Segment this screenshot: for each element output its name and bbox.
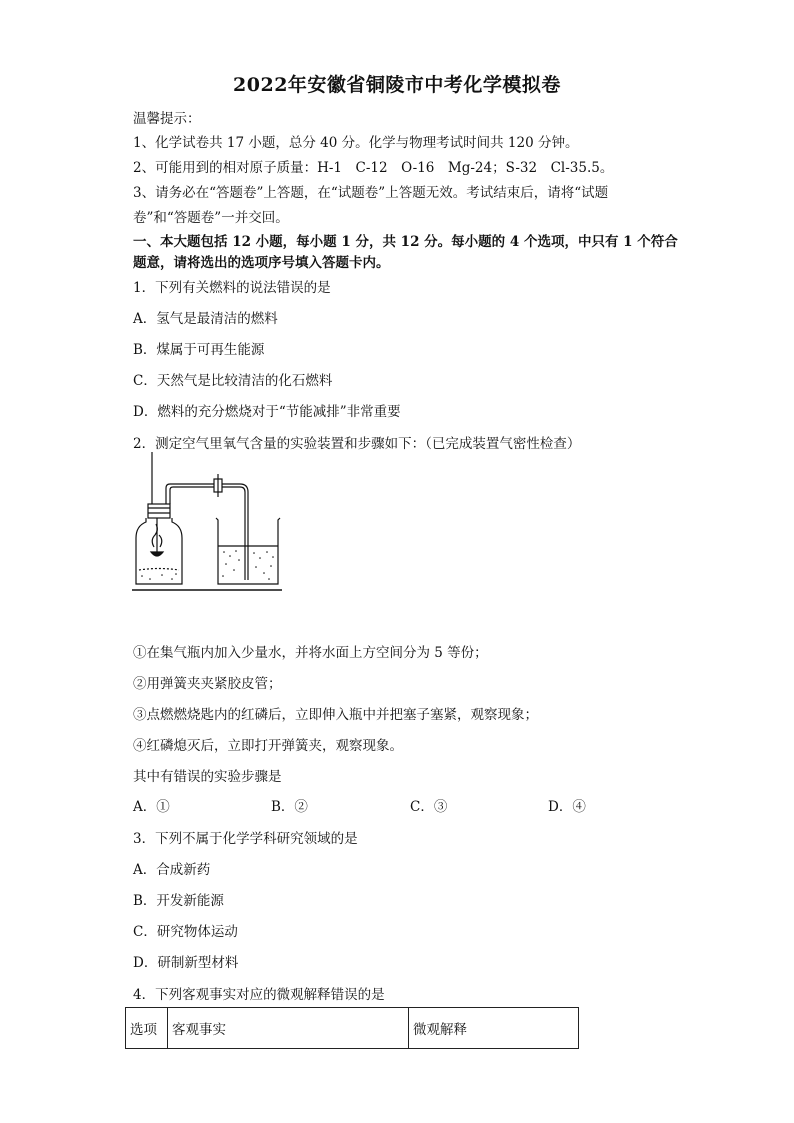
q2-step: ②用弹簧夹夹紧胶皮管； (133, 676, 282, 692)
q2-step: ①在集气瓶内加入少量水，并将水面上方空间分为 5 等份； (133, 645, 488, 661)
tip-item: 2、可能用到的相对原子质量：H-1 C-12 O-16 Mg-24；S-32 Cl-35.5。 (133, 160, 614, 176)
q2-option: A．① (133, 799, 170, 815)
section-heading: 一、本大题包括 12 小题，每小题 1 分，共 12 分。每小题的 4 个选项，中只有 1 个符合 (133, 234, 678, 250)
section-heading: 题意，请将选出的选项序号填入答题卡内。 (133, 255, 390, 271)
q3-option: B．开发新能源 (133, 893, 224, 909)
q2-option: D．④ (548, 799, 586, 815)
q2-option: C．③ (410, 799, 448, 815)
q2-option: B．② (271, 799, 308, 815)
q3-option: D．研制新型材料 (133, 955, 239, 971)
tips-heading: 温馨提示： (133, 111, 201, 127)
q3-stem: 3．下列不属于化学学科研究领域的是 (133, 831, 358, 847)
q3-option: C．研究物体运动 (133, 924, 238, 940)
q1-option: D．燃料的充分燃烧对于“节能减排”非常重要 (133, 404, 401, 420)
page-title: 2022年安徽省铜陵市中考化学模拟卷 (233, 74, 561, 96)
q2-question: 其中有错误的实验步骤是 (133, 769, 282, 785)
tip-item: 1、化学试卷共 17 小题，总分 40 分。化学与物理考试时间共 120 分钟。 (133, 135, 579, 151)
q2-step: ④红磷熄灭后，立即打开弹簧夹，观察现象。 (133, 738, 403, 754)
table-header-cell: 客观事实 (168, 1008, 409, 1049)
q1-stem: 1．下列有关燃料的说法错误的是 (133, 280, 331, 296)
q4-stem: 4．下列客观事实对应的微观解释错误的是 (133, 987, 385, 1003)
tip-item: 卷”和“答题卷”一并交回。 (133, 210, 289, 226)
table-header-cell: 微观解释 (409, 1008, 579, 1049)
q3-option: A．合成新药 (133, 862, 211, 878)
tip-item: 3、请务必在“答题卷”上答题，在“试题卷”上答题无效。考试结束后，请将“试题 (133, 185, 609, 201)
q1-option: A．氢气是最清洁的燃料 (133, 311, 278, 327)
q1-option: C．天然气是比较清洁的化石燃料 (133, 373, 333, 389)
oxygen-experiment-apparatus-figure (130, 452, 290, 597)
table-row (126, 1008, 579, 1049)
q1-option: B．煤属于可再生能源 (133, 342, 265, 358)
q4-table (125, 1007, 579, 1049)
q2-stem: 2．测定空气里氧气含量的实验装置和步骤如下：（已完成装置气密性检查） (133, 436, 581, 452)
table-header-cell: 选项 (126, 1008, 168, 1049)
q2-step: ③点燃燃烧匙内的红磷后，立即伸入瓶中并把塞子塞紧，观察现象； (133, 707, 538, 723)
